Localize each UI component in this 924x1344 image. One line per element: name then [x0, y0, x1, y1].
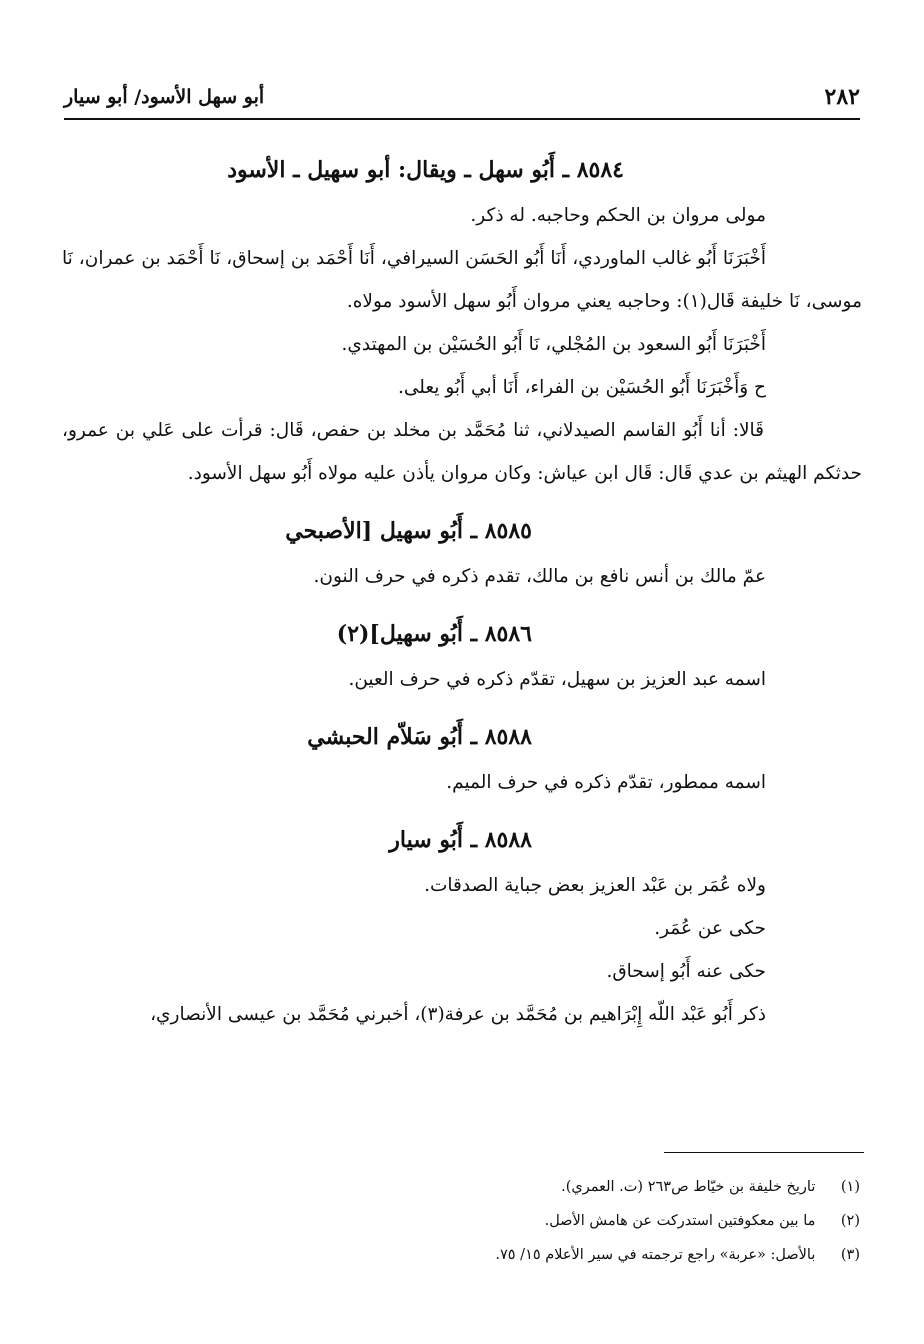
footnote-text: بالأصل: «عربة» راجع ترجمته في سير الأعلام ١٥/ ٧٥.	[495, 1247, 816, 1263]
paragraph: ح وَأَخْبَرَنَا أَبُو الحُسَيْن بن الفراء، أَنَا أبي أَبُو يعلى.	[397, 377, 766, 398]
paragraph: حكى عنه أَبُو إسحاق.	[606, 961, 766, 982]
main-text	[62, 150, 862, 1036]
paragraph: ولاه عُمَر بن عَبْد العزيز بعض جباية الصدقات.	[424, 875, 766, 896]
entry-heading: ٨٥٨٥ ـ أَبُو سهيل [الأصبحي	[285, 518, 532, 544]
entry-heading: ٨٥٨٤ ـ أَبُو سهل ـ ويقال: أبو سهيل ـ الأسود	[227, 157, 624, 183]
running-title: أبو سهل الأسود/ أبو سيار	[64, 86, 265, 108]
paragraph: اسمه ممطور، تقدّم ذكره في حرف الميم.	[446, 772, 766, 793]
footnote	[64, 1238, 860, 1272]
paragraph: أَخْبَرَنَا أَبُو السعود بن المُجْلي، نَا أَبُو الحُسَيْن بن المهتدي.	[341, 334, 766, 355]
footnote-text: ما بين معكوفتين استدركت عن هامش الأصل.	[544, 1213, 816, 1229]
paragraph: عمّ مالك بن أنس نافع بن مالك، تقدم ذكره في حرف النون.	[313, 566, 766, 587]
footnote-number: (٢)	[840, 1213, 860, 1229]
paragraph: حكى عن عُمَر.	[654, 918, 766, 939]
entry-heading: ٨٥٨٨ ـ أَبُو سَلاّم الحبشي	[307, 724, 532, 750]
paragraph: اسمه عبد العزيز بن سهيل، تقدّم ذكره في حرف العين.	[348, 669, 766, 690]
entry-heading: ٨٥٨٨ ـ أَبُو سيار	[389, 827, 532, 853]
paragraph: قَالا: أنا أَبُو القاسم الصيدلاني، ثنا مُحَمَّد بن مخلد بن حفص، قَال: قرأت على عَلي بن عمرو، حدثكم الهيثم بن عدي قَال: قَال ابن عياش: وكان مروان يأذن عليه مولاه أَبُو سهل الأسود.	[62, 420, 862, 484]
footnote-number: (٣)	[840, 1247, 860, 1263]
footnote	[64, 1170, 860, 1204]
footnote	[64, 1204, 860, 1238]
paragraph: أَخْبَرَنَا أَبُو غالب الماوردي، أَنَا أَبُو الحَسَن السيرافي، أَنَا أَحْمَد بن إسحاق، نَا أَحْمَد بن عمران، نَا موسى، نَا خليفة قَال(١): وحاجبه يعني مروان أَبُو سهل الأسود مولاه.	[62, 248, 862, 312]
footnote-number: (١)	[840, 1179, 860, 1195]
paragraph: ذكر أَبُو عَبْد اللّه إِبْرَاهيم بن مُحَمَّد بن عرفة(٣)، أخبرني مُحَمَّد بن عيسى الأنصاري،	[150, 1004, 766, 1025]
page-number: ٢٨٢	[824, 84, 860, 110]
paragraph: مولى مروان بن الحكم وحاجبه. له ذكر.	[470, 205, 766, 226]
footnotes	[64, 1170, 860, 1272]
footnote-separator	[664, 1152, 864, 1153]
entry-heading: ٨٥٨٦ ـ أَبُو سهيل](٢)	[336, 621, 532, 647]
footnote-text: تاريخ خليفة بن خيّاط ص٢٦٣ (ت. العمري).	[561, 1179, 816, 1195]
running-header	[64, 84, 860, 120]
